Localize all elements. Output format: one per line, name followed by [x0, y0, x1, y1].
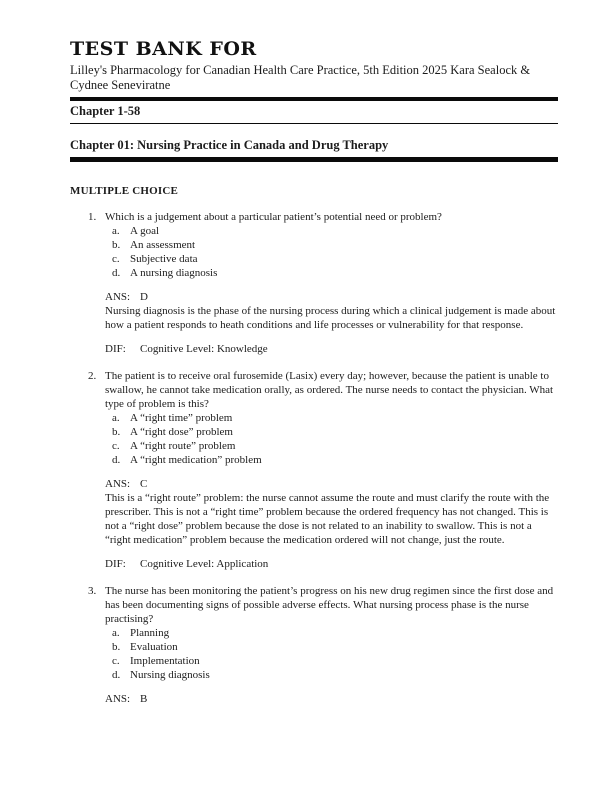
question-number: 1. [88, 210, 97, 223]
page-title: TEST BANK FOR [70, 38, 257, 60]
option-text: Implementation [130, 654, 200, 667]
option-text: Planning [130, 626, 170, 639]
option-text: A “right time” problem [130, 411, 233, 424]
answer-row [105, 477, 558, 491]
option-item [105, 411, 558, 425]
option-letter: d. [112, 453, 121, 466]
answer-label: ANS: [105, 290, 131, 303]
chapter-heading: Chapter 01: Nursing Practice in Canada and Drug Therapy [70, 137, 389, 152]
option-item [105, 453, 558, 467]
question-item [70, 584, 558, 706]
option-text: Subjective data [130, 252, 198, 265]
answer-rationale: Nursing diagnosis is the phase of the nursing process during which a clinical judgement is made about how a patient responds to heath conditions and life processes or vulnerability for that response. [105, 304, 556, 331]
section-heading: MULTIPLE CHOICE [70, 184, 179, 197]
difficulty-row [105, 557, 558, 571]
chapter-range: Chapter 1-58 [70, 103, 141, 118]
option-letter: c. [112, 252, 120, 265]
option-item [105, 266, 558, 280]
answer-row [105, 290, 558, 304]
answer-label: ANS: [105, 692, 131, 705]
option-item [105, 640, 558, 654]
option-letter: b. [112, 238, 121, 251]
options-list [105, 411, 558, 467]
difficulty-value: Cognitive Level: Knowledge [140, 342, 268, 355]
question-number: 3. [88, 584, 97, 597]
option-letter: d. [112, 668, 121, 681]
option-letter: c. [112, 439, 120, 452]
option-item [105, 238, 558, 252]
answer-label: ANS: [105, 477, 131, 490]
question-stem: The patient is to receive oral furosemide (Lasix) every day; however, because the patient is unable to swallow, he cannot take medication orally, as ordered. The nurse needs to contact the physician. What type of problem is this? [105, 369, 554, 410]
difficulty-label: DIF: [105, 557, 126, 570]
divider-thick-bottom [70, 157, 558, 162]
answer-rationale: This is a “right route” problem: the nurse cannot assume the route and must clarify the route with the prescriber. This is not a “right time” problem because the ordered frequency has not changed. This is not a “right dose” problem because the dose is not related to an inability to swallow. This is not a “right medication” problem because the medication ordered will not change, just the route. [105, 491, 550, 546]
option-text: A “right route” problem [130, 439, 236, 452]
answer-value: D [140, 290, 148, 303]
options-list [105, 626, 558, 682]
question-item [70, 210, 558, 356]
difficulty-label: DIF: [105, 342, 126, 355]
option-letter: a. [112, 224, 120, 237]
difficulty-value: Cognitive Level: Application [140, 557, 269, 570]
option-letter: b. [112, 425, 121, 438]
option-item [105, 425, 558, 439]
option-item [105, 668, 558, 682]
answer-value: B [140, 692, 148, 705]
divider-thin [70, 123, 558, 124]
difficulty-row [105, 342, 558, 356]
question-body [105, 210, 558, 356]
option-letter: a. [112, 411, 120, 424]
option-item [105, 654, 558, 668]
questions-list [70, 210, 558, 706]
option-text: An assessment [130, 238, 196, 251]
option-item [105, 224, 558, 238]
option-text: Evaluation [130, 640, 178, 653]
options-list [105, 224, 558, 280]
option-letter: a. [112, 626, 120, 639]
option-text: A “right dose” problem [130, 425, 233, 438]
option-letter: c. [112, 654, 120, 667]
question-item [70, 369, 558, 571]
option-item [105, 626, 558, 640]
option-letter: d. [112, 266, 121, 279]
option-letter: b. [112, 640, 121, 653]
question-body [105, 584, 558, 706]
option-text: A goal [130, 224, 160, 237]
question-stem: Which is a judgement about a particular patient’s potential need or problem? [105, 210, 442, 223]
book-subtitle: Lilley's Pharmacology for Canadian Health Care Practice, 5th Edition 2025 Kara Sealock & Cydnee Seneviratne [70, 62, 531, 92]
option-text: Nursing diagnosis [130, 668, 210, 681]
question-stem: The nurse has been monitoring the patient’s progress on his new drug regimen since the first dose and has been documenting signs of possible adverse effects. What nursing process phase is the nurse practising? [105, 584, 554, 625]
option-text: A nursing diagnosis [130, 266, 218, 279]
question-number: 2. [88, 369, 97, 382]
answer-value: C [140, 477, 148, 490]
answer-row [105, 692, 558, 706]
option-text: A “right medication” problem [130, 453, 262, 466]
question-body [105, 369, 558, 571]
option-item [105, 252, 558, 266]
option-item [105, 439, 558, 453]
